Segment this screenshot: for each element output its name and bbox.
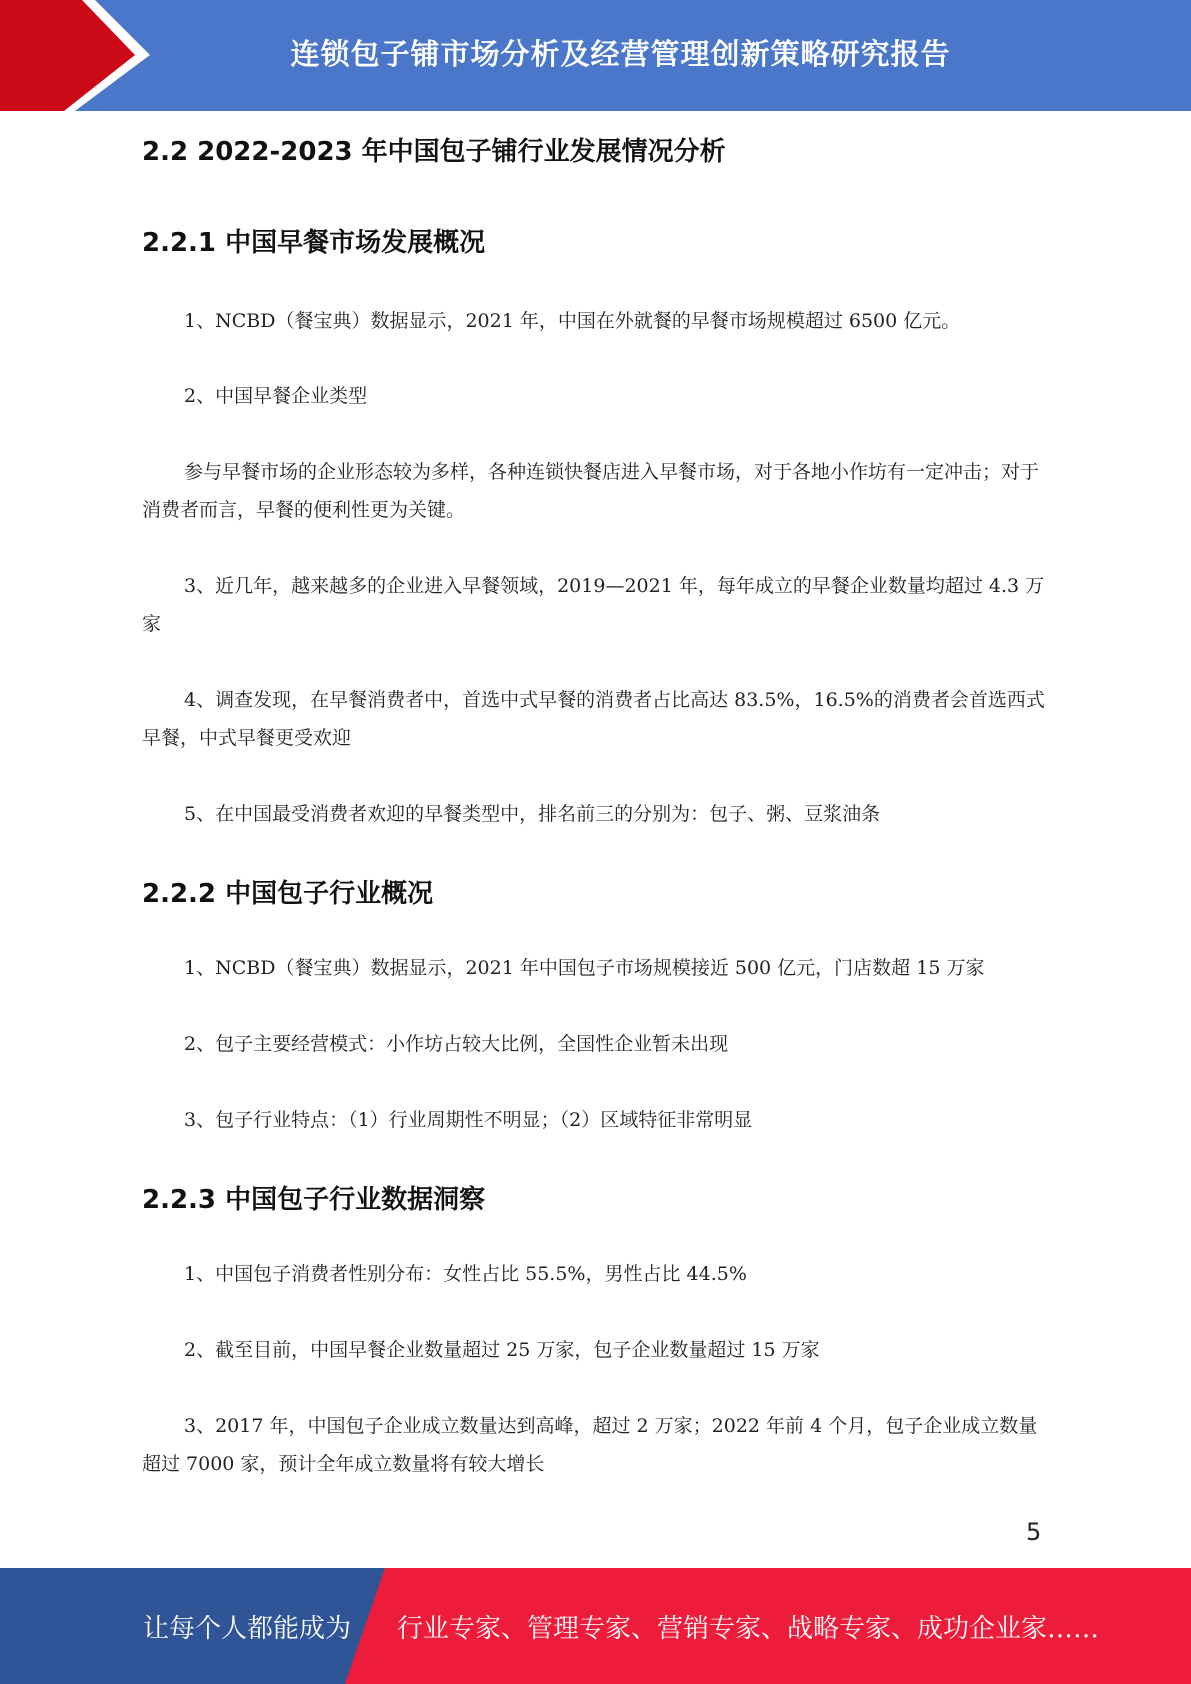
paragraph: 2、截至目前，中国早餐企业数量超过 25 万家，包子企业数量超过 15 万家 xyxy=(184,1339,820,1361)
paragraph: 1、中国包子消费者性别分布：女性占比 55.5%，男性占比 44.5% xyxy=(184,1263,747,1285)
section-heading-2-2-2: 2.2.2 中国包子行业概况 xyxy=(142,879,434,909)
report-title: 连锁包子铺市场分析及经营管理创新策略研究报告 xyxy=(290,36,951,71)
footer-slogan-left: 让每个人都能成为 xyxy=(143,1613,352,1644)
section-heading-2-2-3: 2.2.3 中国包子行业数据洞察 xyxy=(142,1185,486,1215)
paragraph: 1、NCBD（餐宝典）数据显示，2021 年中国包子市场规模接近 500 亿元，门店数超 15 万家 xyxy=(184,957,985,979)
paragraph: 3、近几年，越来越多的企业进入早餐领域，2019—2021 年，每年成立的早餐企业数量均超过 4.3 万家 xyxy=(142,575,1045,635)
section-heading-2-2-1: 2.2.1 中国早餐市场发展概况 xyxy=(142,228,486,258)
paragraph: 2、包子主要经营模式：小作坊占较大比例，全国性企业暂未出现 xyxy=(184,1033,729,1055)
page-number: 5 xyxy=(1026,1518,1042,1546)
section-heading-2-2: 2.2 2022-2023 年中国包子铺行业发展情况分析 xyxy=(142,137,726,167)
paragraph: 3、2017 年，中国包子企业成立数量达到高峰，超过 2 万家；2022 年前 4 个月，包子企业成立数量超过 7000 家，预计全年成立数量将有较大增长 xyxy=(142,1415,1038,1475)
footer-banner xyxy=(0,1568,1191,1684)
paragraph: 2、中国早餐企业类型 xyxy=(184,385,368,407)
paragraph: 1、NCBD（餐宝典）数据显示，2021 年，中国在外就餐的早餐市场规模超过 6500 亿元。 xyxy=(184,310,961,332)
paragraph: 参与早餐市场的企业形态较为多样，各种连锁快餐店进入早餐市场，对于各地小作坊有一定冲击；对于消费者而言，早餐的便利性更为关键。 xyxy=(142,461,1040,521)
footer-slogan-right: 行业专家、管理专家、营销专家、战略专家、成功企业家…… xyxy=(397,1613,1100,1644)
paragraph: 4、调查发现，在早餐消费者中，首选中式早餐的消费者占比高达 83.5%，16.5%的消费者会首选西式早餐，中式早餐更受欢迎 xyxy=(142,689,1045,749)
paragraph: 3、包子行业特点：（1）行业周期性不明显；（2）区域特征非常明显 xyxy=(184,1109,753,1131)
paragraph: 5、在中国最受消费者欢迎的早餐类型中，排名前三的分别为：包子、粥、豆浆油条 xyxy=(184,803,881,825)
header-banner xyxy=(0,0,1191,111)
